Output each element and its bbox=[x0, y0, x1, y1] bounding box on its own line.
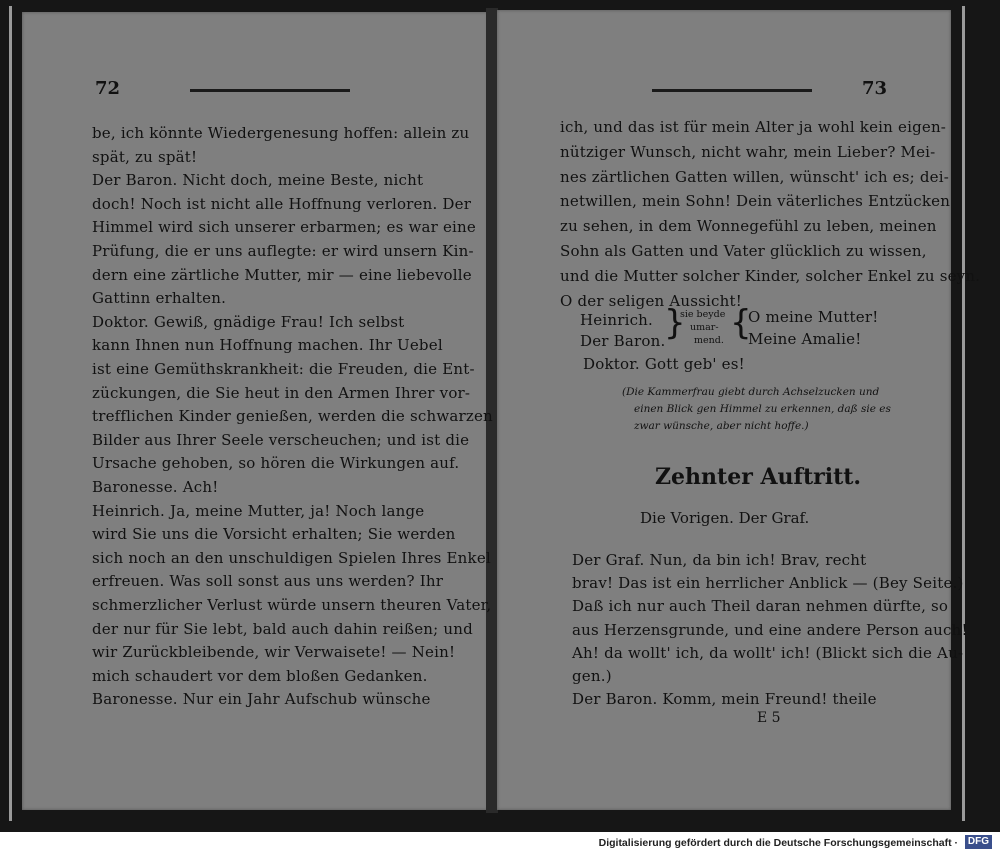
text-line: wir Zurückbleibende, wir Verwaisete! — Nein! bbox=[92, 643, 456, 662]
reply-1: O meine Mutter! bbox=[748, 308, 879, 326]
left-brace: } bbox=[664, 303, 686, 343]
text-line: doch! Noch ist nicht alle Hoffnung verloren. Der bbox=[92, 194, 472, 213]
text-line: Baronesse. Nur ein Jahr Aufschub wünsche bbox=[92, 690, 431, 709]
text-line: Ah! da wollt' ich, da wollt' ich! (Blickt sich die Au- bbox=[572, 643, 964, 662]
text-line: ich, und das ist für mein Alter ja wohl kein eigen- bbox=[560, 118, 947, 136]
text-line: erfreuen. Was soll sonst aus uns werden? Ihr bbox=[92, 572, 444, 591]
right-header-rule bbox=[652, 89, 812, 92]
text-line: der nur für Sie lebt, bald auch dahin reißen; und bbox=[92, 619, 473, 638]
text-line: Prüfung, die er uns auflegte: er wird unsern Kin- bbox=[92, 242, 474, 260]
dfg-logo: DFG bbox=[965, 835, 992, 849]
text-line: mich schaudert vor dem bloßen Gedanken. bbox=[92, 666, 428, 685]
left-page-number: 72 bbox=[95, 78, 121, 99]
stage-direction-3: zwar wünsche, aber nicht hoffe.) bbox=[634, 420, 809, 432]
stage-direction-1: (Die Kammerfrau giebt durch Achselzucken und bbox=[622, 386, 880, 398]
text-line: schmerzlicher Verlust würde unsern theuren Vater, bbox=[92, 596, 492, 614]
footer-credit: Digitalisierung gefördert durch die Deutsche Forschungsgemeinschaft · bbox=[598, 837, 958, 849]
scene-heading: Zehnter Auftritt. bbox=[655, 464, 862, 490]
text-line: Doktor. Gewiß, gnädige Frau! Ich selbst bbox=[92, 312, 405, 331]
speaker-baron: Der Baron. bbox=[580, 332, 666, 350]
left-header-rule bbox=[190, 89, 350, 92]
right-page-number: 73 bbox=[862, 78, 888, 99]
text-line: dern eine zärtliche Mutter, mir — eine liebevolle bbox=[92, 265, 472, 284]
stage-mid-2: umar- bbox=[690, 322, 719, 333]
stage-mid-3: mend. bbox=[694, 335, 724, 346]
text-line: zu sehen, in dem Wonnegefühl zu leben, meinen bbox=[560, 217, 937, 236]
stage-direction-2: einen Blick gen Himmel zu erkennen, daß sie es bbox=[634, 403, 891, 415]
text-line: Der Graf. Nun, da bin ich! Brav, recht bbox=[572, 551, 867, 569]
text-line: kann Ihnen nun Hoffnung machen. Ihr Uebel bbox=[92, 336, 443, 355]
text-line: aus Herzensgrunde, und eine andere Person auch! bbox=[572, 620, 968, 639]
text-line: netwillen, mein Sohn! Dein väterliches Entzücken bbox=[560, 192, 951, 211]
text-line: O der seligen Aussicht! bbox=[560, 291, 742, 310]
text-line: brav! Das ist ein herrlicher Anblick — (Bey Seite.) bbox=[572, 574, 964, 593]
text-line: zückungen, die Sie heut in den Armen Ihrer vor- bbox=[92, 383, 471, 402]
text-line: spät, zu spät! bbox=[92, 147, 198, 166]
text-line: Bilder aus Ihrer Seele verscheuchen; und ist die bbox=[92, 430, 470, 449]
text-line: ist eine Gemüthskrankheit: die Freuden, die Ent- bbox=[92, 360, 475, 378]
signature-mark: E 5 bbox=[757, 710, 781, 726]
text-line: gen.) bbox=[572, 667, 612, 685]
text-line: wird Sie uns die Vorsicht erhalten; Sie werden bbox=[92, 525, 456, 544]
text-line: trefflichen Kinder genießen, werden die schwarzen bbox=[92, 407, 493, 426]
text-line: Ursache gehoben, so hören die Wirkungen auf. bbox=[92, 454, 460, 473]
text-line: und die Mutter solcher Kinder, solcher Enkel zu seyn. bbox=[560, 266, 981, 285]
text-line: Daß ich nur auch Theil daran nehmen dürfte, so bbox=[572, 597, 949, 616]
text-line: Der Baron. Komm, mein Freund! theile bbox=[572, 690, 877, 709]
text-line: be, ich könnte Wiedergenesung hoffen: allein zu bbox=[92, 124, 470, 142]
text-line: Himmel wird sich unserer erbarmen; es war eine bbox=[92, 218, 476, 237]
right-brace: { bbox=[730, 303, 752, 343]
speaker-heinrich: Heinrich. bbox=[580, 311, 654, 329]
text-line: Gattinn erhalten. bbox=[92, 289, 227, 308]
text-line: nütziger Wunsch, nicht wahr, mein Lieber? Mei- bbox=[560, 142, 936, 161]
stage-mid-1: sie beyde bbox=[680, 309, 726, 320]
text-line: Baronesse. Ach! bbox=[92, 478, 219, 496]
left-book-edge bbox=[9, 6, 12, 821]
text-line: Sohn als Gatten und Vater glücklich zu wissen, bbox=[560, 242, 927, 260]
right-book-edge bbox=[962, 6, 965, 821]
text-line: sich noch an den unschuldigen Spielen Ihres Enkel bbox=[92, 548, 491, 567]
scene-subheading: Die Vorigen. Der Graf. bbox=[640, 509, 810, 527]
reply-2: Meine Amalie! bbox=[748, 330, 862, 348]
doktor-line: Doktor. Gott geb' es! bbox=[583, 355, 745, 373]
text-line: nes zärtlichen Gatten willen, wünscht' ich es; dei- bbox=[560, 167, 950, 186]
text-line: Der Baron. Nicht doch, meine Beste, nicht bbox=[92, 171, 424, 190]
text-line: Heinrich. Ja, meine Mutter, ja! Noch lange bbox=[92, 501, 425, 520]
